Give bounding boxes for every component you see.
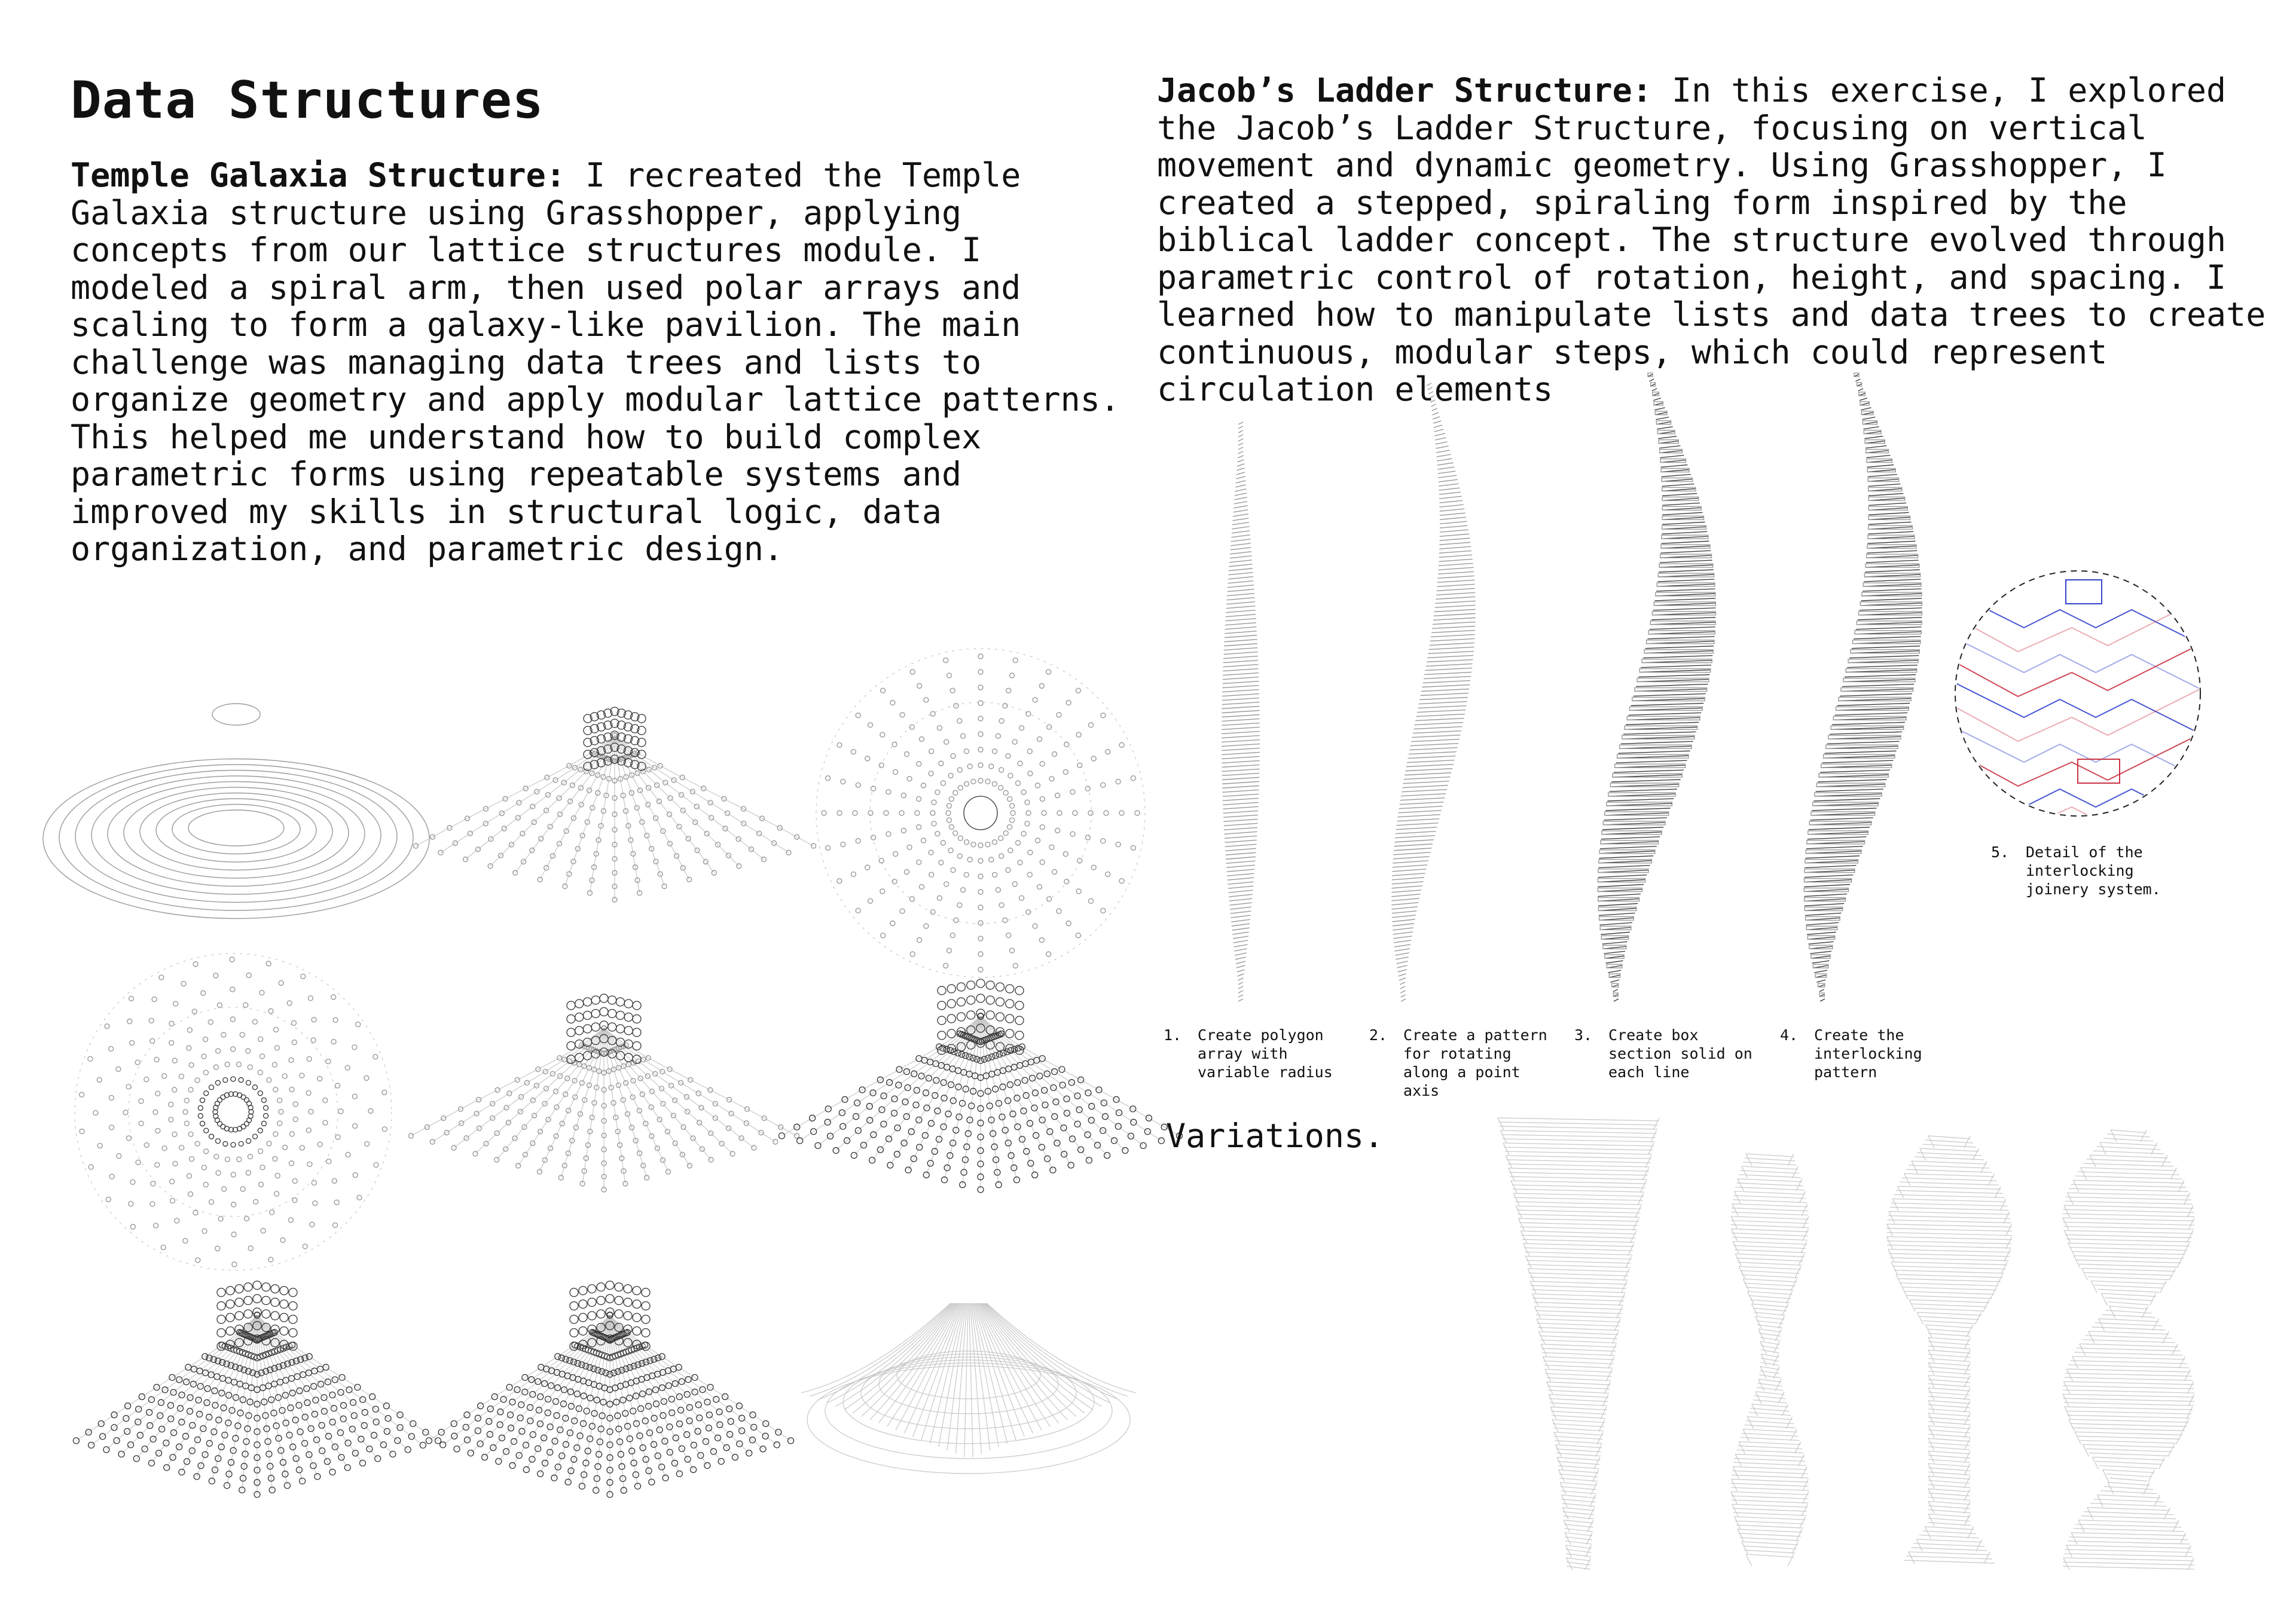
step-1-number: 1. [1164,1026,1182,1044]
variation-2 [1731,1154,1809,1566]
galaxia-body: I recreated the Temple Galaxia structure using Grasshopper, applying concepts from our lattice structures module. I modeled a spiral arm, then used polar arrays and scaling to form a galaxy-like pavilion. The main challenge was managing data trees and lists to organize geometry and apply modular lattice patterns. This helped me understand how to build complex parametric forms using repeatable systems and improved my skills in structural logic, data organization, and parametric design. [71,156,1120,568]
step-2-number: 2. [1369,1026,1388,1044]
step-3-caption: Create box section solid on each line [1608,1026,1752,1081]
step-1-caption: Create polygon array with variable radius [1198,1026,1333,1081]
jacob-heading: Jacob’s Ladder Structure: [1157,71,1652,109]
jacob-body: In this exercise, I explored the Jacob’s Ladder Structure, focusing on vertical movement and dynamic geometry. Using Grasshopper, I created a stepped, spiraling form inspired by the biblical ladder concept. The structure evolved through parametric control of rotation, height, and spacing. I learned how to manipulate lists and data trees to create continuous, modular steps, which could represent circulation elements [1157,71,2266,408]
step-4-number: 4. [1780,1026,1799,1044]
step-2-caption: Create a pattern for rotating along a point axis [1403,1026,1547,1099]
variation-1 [1498,1118,1659,1570]
step-4-caption: Create the interlocking pattern [1814,1026,1922,1081]
detail-caption: Detail of the interlocking joinery system. [2026,843,2161,898]
galaxia-heading: Temple Galaxia Structure: [71,156,566,194]
detail-number: 5. [1991,843,2010,861]
step-3-number: 3. [1574,1026,1593,1044]
variation-3 [1886,1136,2012,1564]
page-title: Data Structures [71,71,544,130]
variations-heading: Variations. [1166,1117,1384,1155]
variation-4 [2063,1130,2194,1570]
